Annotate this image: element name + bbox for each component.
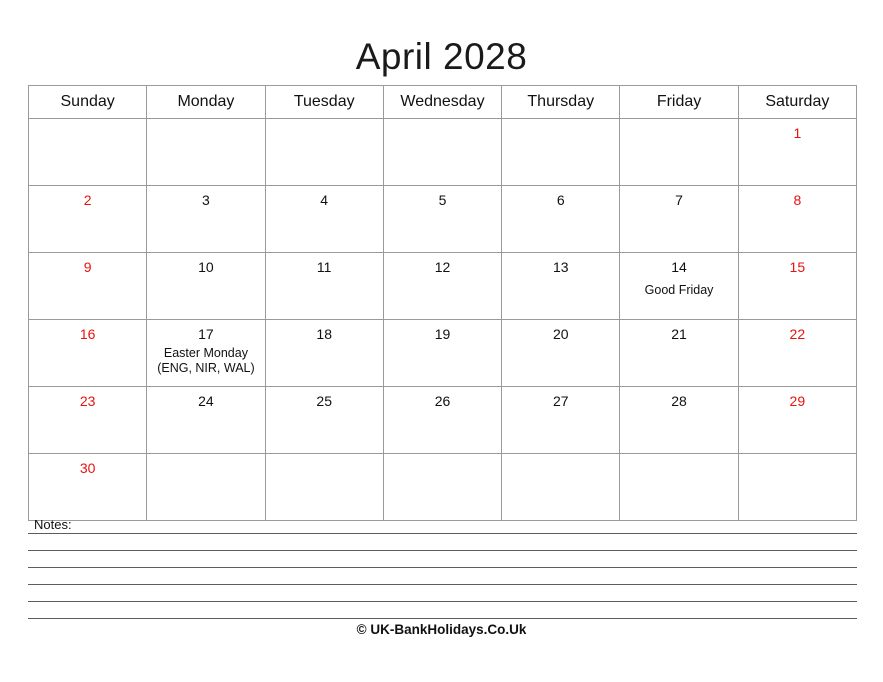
day-cell-content [502, 253, 619, 319]
calendar-day-cell[interactable] [383, 186, 501, 253]
calendar-day-cell[interactable] [29, 454, 147, 521]
day-number: 9 [83, 259, 92, 275]
day-cell-content [620, 186, 737, 252]
notes-label: Notes: [34, 517, 72, 532]
day-number: 22 [789, 326, 806, 342]
day-cell-content [384, 119, 501, 185]
day-cell-content [384, 454, 501, 520]
calendar-body [29, 119, 857, 521]
day-cell-content [266, 320, 383, 386]
weekday-header-wednesday: Wednesday [383, 86, 501, 119]
day-cell-content [29, 119, 146, 185]
day-cell-content [384, 186, 501, 252]
day-cell-content [29, 320, 146, 386]
calendar-empty-cell [620, 454, 738, 521]
day-number: 25 [316, 393, 332, 409]
calendar-day-cell[interactable] [265, 253, 383, 320]
calendar-empty-cell [502, 454, 620, 521]
calendar-day-cell[interactable] [147, 186, 265, 253]
calendar-day-cell[interactable] [265, 186, 383, 253]
weekday-header-saturday: Saturday [738, 86, 856, 119]
day-cell-content [384, 387, 501, 453]
calendar-day-cell[interactable] [738, 320, 856, 387]
day-number: 23 [79, 393, 96, 409]
day-number: 14 [671, 259, 687, 275]
notes-line[interactable] [28, 568, 857, 585]
calendar-day-cell[interactable] [147, 253, 265, 320]
day-cell-content [620, 119, 737, 185]
calendar-week-row [29, 186, 857, 253]
calendar-empty-cell [620, 119, 738, 186]
day-cell-content [502, 186, 619, 252]
day-cell-content [739, 454, 856, 520]
day-number: 19 [434, 326, 451, 342]
notes-line[interactable] [28, 585, 857, 602]
day-number: 27 [552, 393, 569, 409]
day-cell-content [147, 186, 264, 252]
calendar-week-row [29, 253, 857, 320]
calendar-day-cell[interactable] [147, 387, 265, 454]
notes-line[interactable] [28, 533, 857, 551]
day-cell-content [266, 387, 383, 453]
calendar-day-cell[interactable] [738, 387, 856, 454]
day-cell-content [147, 320, 264, 386]
day-cell-content [147, 454, 264, 520]
day-cell-content [266, 186, 383, 252]
notes-lines[interactable] [28, 533, 857, 619]
day-number: 7 [675, 192, 683, 208]
calendar-day-cell[interactable] [383, 253, 501, 320]
calendar-day-cell[interactable] [29, 186, 147, 253]
day-cell-content [384, 253, 501, 319]
page-title: April 2028 [355, 36, 528, 77]
calendar-empty-cell [502, 119, 620, 186]
day-cell-content [739, 186, 856, 252]
footer-credit: © UK-BankHolidays.Co.Uk [356, 622, 527, 637]
calendar-empty-cell [383, 454, 501, 521]
day-number: 3 [202, 192, 210, 208]
holiday-label: Good Friday [644, 283, 714, 297]
weekday-header-friday: Friday [620, 86, 738, 119]
day-number: 12 [434, 259, 451, 275]
calendar-day-cell[interactable] [620, 253, 738, 320]
day-number: 16 [79, 326, 96, 342]
day-cell-content [502, 320, 619, 386]
calendar-day-cell[interactable] [147, 320, 265, 387]
calendar-day-cell[interactable] [502, 186, 620, 253]
day-number: 4 [320, 192, 329, 208]
notes-line[interactable] [28, 551, 857, 568]
weekday-header-sunday: Sunday [29, 86, 147, 119]
day-cell-content [266, 454, 383, 520]
weekday-header-thursday: Thursday [502, 86, 620, 119]
day-cell-content [29, 454, 146, 520]
calendar-day-cell[interactable] [265, 387, 383, 454]
day-number: 8 [793, 192, 802, 208]
notes-section [28, 517, 857, 619]
day-number: 2 [83, 192, 92, 208]
weekday-header-row [29, 86, 857, 119]
day-cell-content [502, 454, 619, 520]
calendar-day-cell[interactable] [383, 320, 501, 387]
calendar-week-row [29, 320, 857, 387]
calendar-day-cell[interactable] [738, 186, 856, 253]
day-cell-content [147, 119, 264, 185]
notes-line[interactable] [28, 602, 857, 619]
calendar-empty-cell [265, 454, 383, 521]
day-cell-content [266, 119, 383, 185]
day-number: 10 [198, 259, 214, 275]
calendar-day-cell[interactable] [620, 186, 738, 253]
calendar-day-cell[interactable] [29, 320, 147, 387]
holiday-label: Easter Monday (ENG, NIR, WAL) [157, 346, 255, 375]
day-cell-content [620, 320, 737, 386]
weekday-header-monday: Monday [147, 86, 265, 119]
day-number: 28 [671, 393, 687, 409]
day-cell-content [620, 253, 737, 319]
calendar-empty-cell [147, 119, 265, 186]
day-cell-content [739, 320, 856, 386]
day-number: 18 [316, 326, 332, 342]
day-number: 15 [789, 259, 806, 275]
day-number: 21 [671, 326, 687, 342]
day-cell-content [147, 253, 264, 319]
calendar-empty-cell [738, 454, 856, 521]
calendar-empty-cell [265, 119, 383, 186]
day-cell-content [502, 119, 619, 185]
day-cell-content [29, 253, 146, 319]
day-cell-content [739, 253, 856, 319]
day-cell-content [29, 387, 146, 453]
day-number: 26 [434, 393, 451, 409]
calendar-week-row [29, 387, 857, 454]
calendar-day-cell[interactable] [502, 253, 620, 320]
day-cell-content [147, 387, 264, 453]
day-cell-content [29, 186, 146, 252]
weekday-header-tuesday: Tuesday [265, 86, 383, 119]
calendar-empty-cell [29, 119, 147, 186]
day-number: 29 [789, 393, 806, 409]
day-cell-content [739, 387, 856, 453]
day-number: 6 [556, 192, 565, 208]
calendar-day-cell[interactable] [502, 320, 620, 387]
calendar-day-cell[interactable] [738, 253, 856, 320]
day-number: 17 [198, 326, 214, 342]
calendar-day-cell[interactable] [29, 387, 147, 454]
calendar-day-cell[interactable] [265, 320, 383, 387]
calendar-day-cell[interactable] [620, 387, 738, 454]
day-number: 20 [552, 326, 569, 342]
calendar-week-row [29, 454, 857, 521]
calendar-empty-cell [383, 119, 501, 186]
day-number: 24 [198, 393, 214, 409]
day-number: 5 [438, 192, 447, 208]
calendar-week-row [29, 119, 857, 186]
day-cell-content [620, 454, 737, 520]
day-number: 11 [316, 259, 332, 275]
day-cell-content [739, 119, 856, 185]
day-cell-content [384, 320, 501, 386]
calendar-day-cell[interactable] [738, 119, 856, 186]
calendar-empty-cell [147, 454, 265, 521]
calendar-grid [28, 85, 857, 521]
calendar-day-cell[interactable] [383, 387, 501, 454]
day-number: 30 [79, 460, 96, 476]
day-cell-content [266, 253, 383, 319]
day-cell-content [620, 387, 737, 453]
calendar-day-cell[interactable] [620, 320, 738, 387]
calendar-day-cell[interactable] [502, 387, 620, 454]
calendar-day-cell[interactable] [29, 253, 147, 320]
day-number: 1 [793, 125, 802, 141]
day-cell-content [502, 387, 619, 453]
day-number: 13 [552, 259, 569, 275]
